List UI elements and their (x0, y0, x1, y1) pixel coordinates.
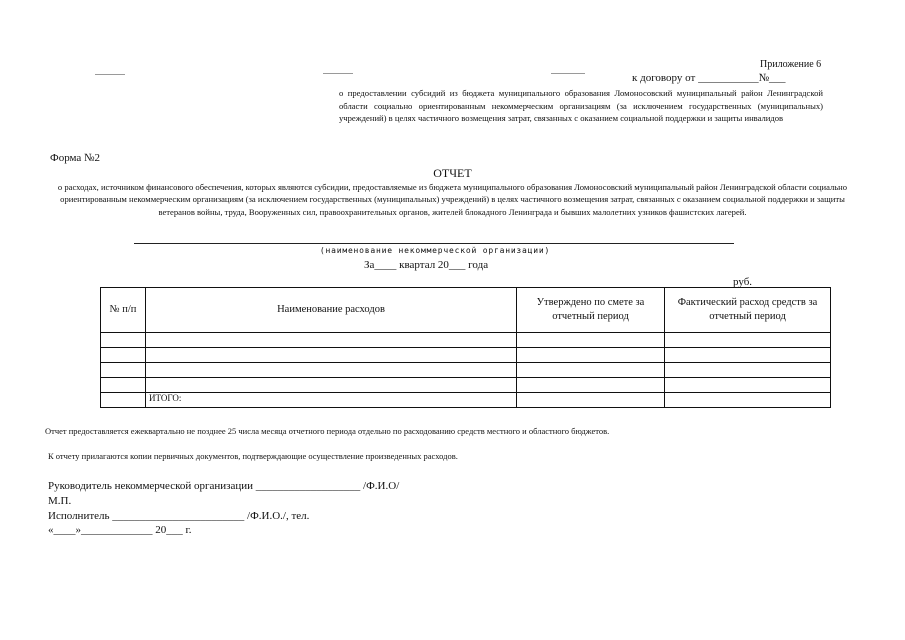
table-cell (101, 333, 146, 348)
table-cell (146, 363, 517, 378)
table-cell (146, 348, 517, 363)
column-header-approved: Утверждено по смете за отчетный период (517, 288, 665, 333)
total-label: ИТОГО: (146, 393, 517, 408)
table-row (101, 363, 831, 378)
table-row (101, 348, 831, 363)
contract-description: о предоставлении субсидий из бюджета муниципального образования Ломоносовский муниципальный район Ленинградской области социально ориентированным некоммерческим организациям (за исключением государственных (муниципальных) учреждений) в целях частичного возмещения затрат, связанных с оказанием социальной поддержки и защиты инвалидов (339, 88, 823, 124)
report-title: ОТЧЕТ (433, 166, 472, 180)
table-cell (101, 363, 146, 378)
currency-unit: руб. (733, 276, 753, 288)
stamp-placeholder: М.П. (48, 495, 72, 507)
submission-note: Отчет предоставляется ежеквартально не позднее 25 числа месяца отчетного периода отдельно по расходованию средств местного и областного бюджетов. (45, 426, 610, 436)
table-row (101, 333, 831, 348)
column-header-number: № п/п (101, 288, 146, 333)
column-header-expense-name: Наименование расходов (146, 288, 517, 333)
table-cell (665, 348, 831, 363)
table-cell (665, 363, 831, 378)
table-header-row (101, 288, 831, 333)
scan-artifact (323, 73, 353, 74)
appendix-title: Приложение 6 (760, 59, 822, 70)
table-cell (101, 378, 146, 393)
table-cell (665, 393, 831, 408)
table-cell (101, 393, 146, 408)
table-cell (517, 363, 665, 378)
table-cell (517, 348, 665, 363)
reporting-quarter: За____ квартал 20___ года (364, 259, 489, 271)
table-row (101, 378, 831, 393)
scan-artifact (95, 74, 125, 75)
table-cell (665, 378, 831, 393)
date-line: «____»_____________ 20___ г. (48, 524, 192, 536)
executor-signature-line: Исполнитель ________________________ /Ф.И.О./, тел. (48, 510, 310, 522)
organization-name-caption: (наименование некоммерческой организации) (319, 246, 551, 255)
table-cell (517, 393, 665, 408)
head-signature-line: Руководитель некоммерческой организации ___________________ /Ф.И.О/ (48, 480, 400, 492)
table-cell (665, 333, 831, 348)
report-description: о расходах, источником финансового обеспечения, которых являются субсидии, предоставляемые из бюджета муниципального образования Ломоносовский муниципальный район Ленинградской области социально ориентированным некоммерческим организациям (за исключением государственных (муниципальных) учреждений) в целях частичного возмещения затрат, связанных с оказанием социальной поддержки и защиты ветеранов войны, труда, Вооруженных сил, правоохранительных органов, жителей блокадного Ленинграда и бывших малолетних узников фашистских лагерей. (57, 182, 848, 217)
table-cell (517, 333, 665, 348)
column-header-actual: Фактический расход средств за отчетный период (665, 288, 831, 333)
scan-artifact (551, 73, 585, 74)
table-cell (517, 378, 665, 393)
expenses-table (100, 287, 831, 408)
form-number: Форма №2 (50, 152, 101, 164)
contract-reference: к договору от ___________№___ (632, 72, 786, 84)
attachments-note: К отчету прилагаются копии первичных документов, подтверждающие осуществление произведенных расходов. (48, 451, 458, 461)
organization-name-line (134, 243, 734, 244)
table-cell (101, 348, 146, 363)
table-cell (146, 333, 517, 348)
table-cell (146, 378, 517, 393)
table-total-row (101, 393, 831, 408)
